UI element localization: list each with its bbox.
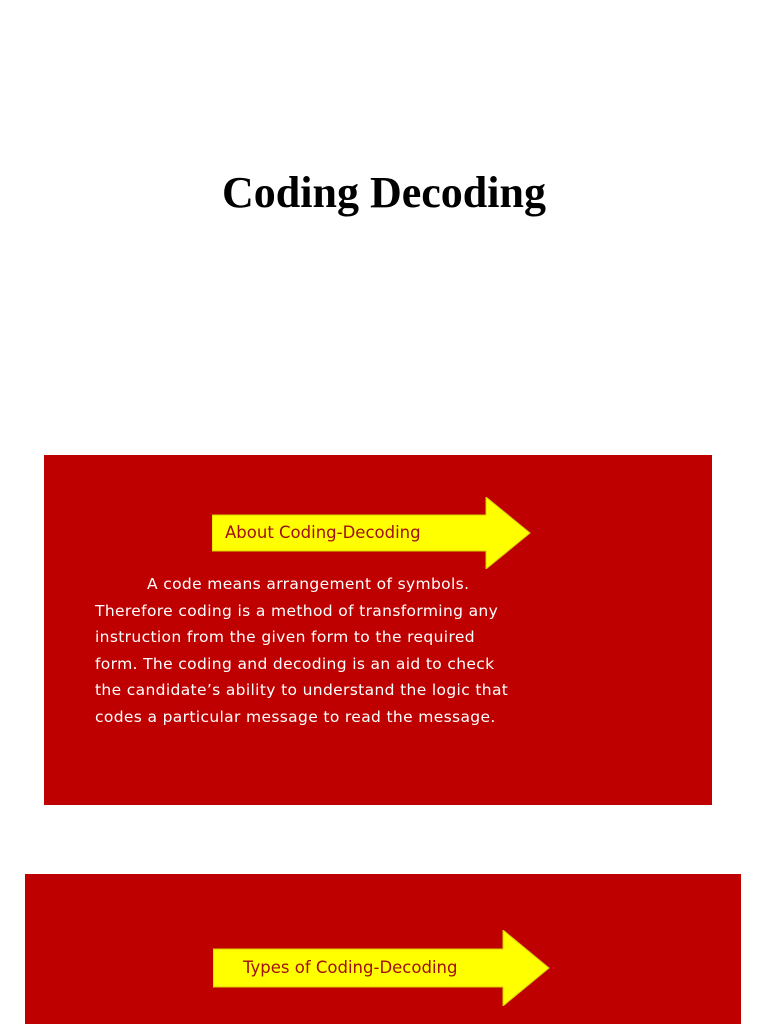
text-line: codes a particular message to read the message. xyxy=(95,707,496,726)
slide-body-text xyxy=(95,571,665,730)
heading-arrow xyxy=(213,930,553,1006)
slide-about xyxy=(44,455,712,805)
text-line: form. The coding and decoding is an aid to check xyxy=(95,654,495,673)
partial-shapes xyxy=(25,1012,741,1024)
slide-heading: About Coding-Decoding xyxy=(225,523,421,542)
heading-arrow xyxy=(212,497,532,569)
text-line: instruction from the given form to the required xyxy=(95,628,475,646)
document-title: Coding Decoding xyxy=(222,168,546,217)
text-line: the candidate’s ability to understand the logic that xyxy=(95,681,509,699)
text-line: Therefore coding is a method of transforming any xyxy=(95,601,499,620)
slide-heading: Types of Coding-Decoding xyxy=(243,958,458,977)
text-line: A code means arrangement of symbols. xyxy=(147,575,470,593)
slide-types xyxy=(25,874,741,1024)
